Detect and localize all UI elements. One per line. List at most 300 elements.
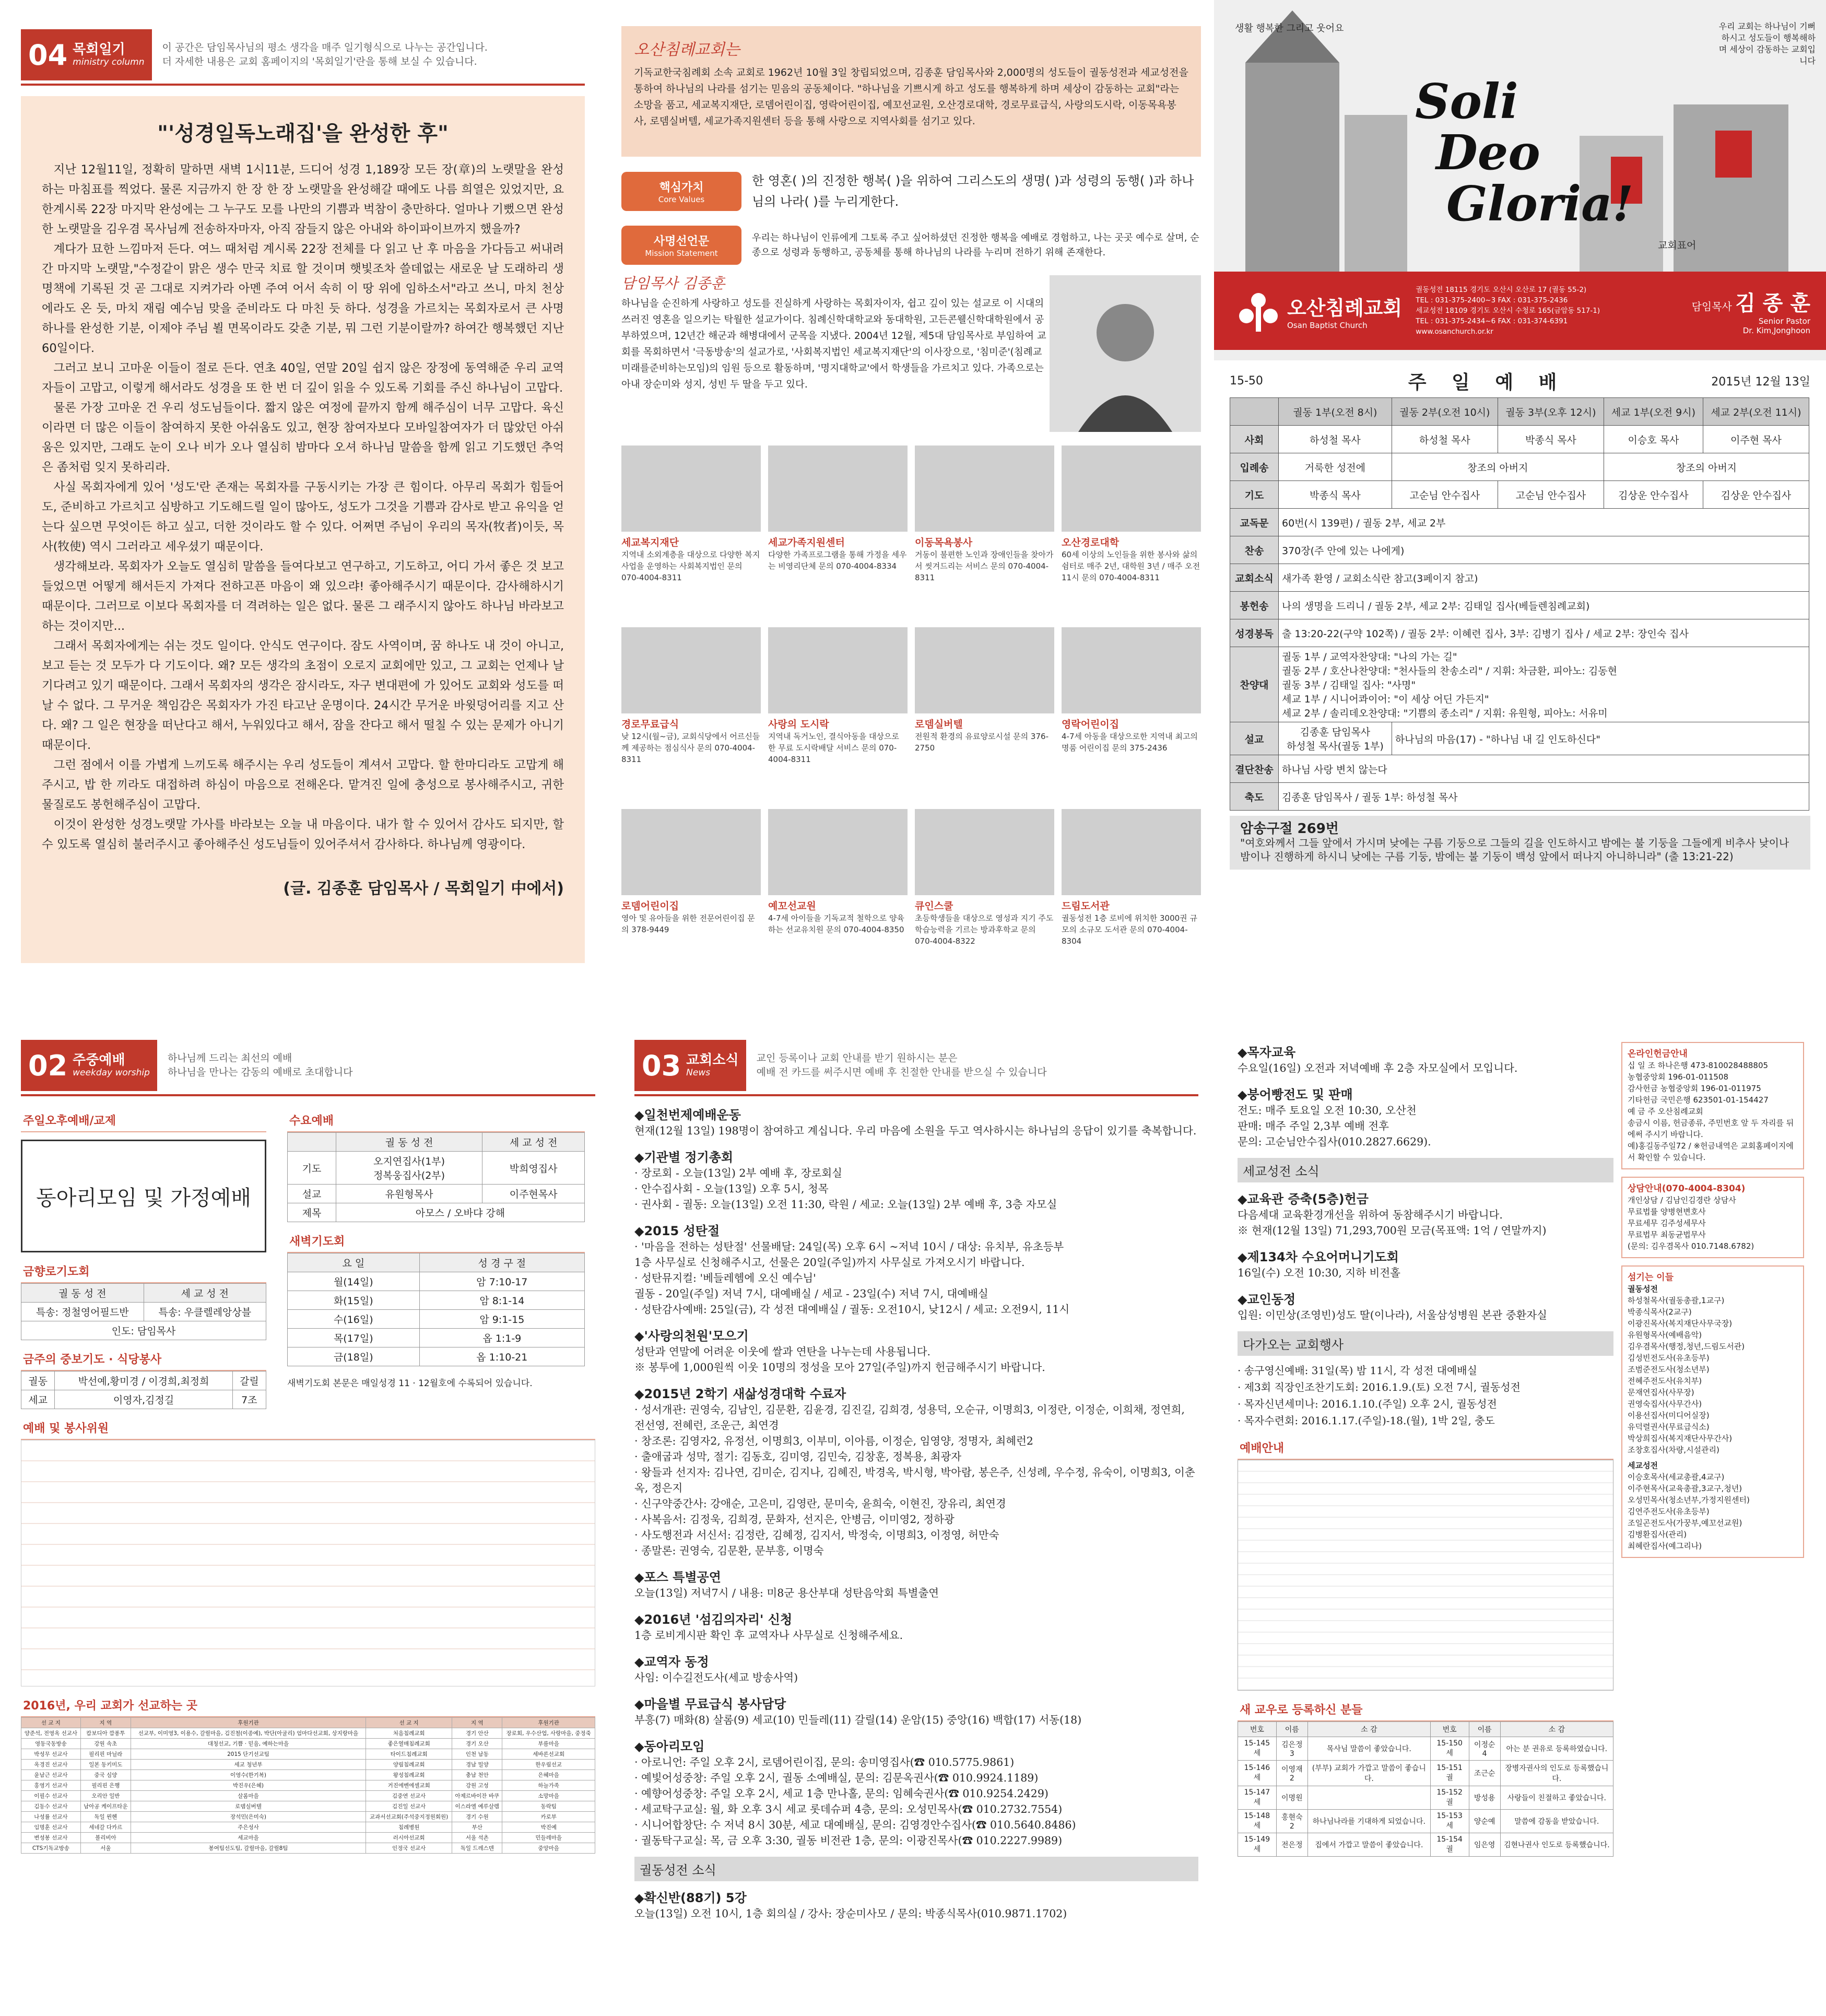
worship-row xyxy=(1230,783,1809,811)
col-header: 요 일 xyxy=(288,1253,420,1272)
news-middle-column xyxy=(1238,1042,1613,1857)
list-line: 이용선집사(미디어실장) xyxy=(1628,1411,1710,1420)
ministry-name: 예꼬선교원 xyxy=(768,900,816,912)
cell: 양림침례교회 xyxy=(366,1760,452,1770)
col-header: 후원기관 xyxy=(502,1718,595,1728)
col-header: 세교 1부(오전 9시) xyxy=(1604,398,1703,426)
col-header: 소 감 xyxy=(1307,1722,1430,1737)
ministry-photo xyxy=(1062,809,1201,895)
list-line: 이주현목사(교육총괄,3교구,청년) xyxy=(1628,1484,1742,1493)
cell: 15-146세 xyxy=(1238,1761,1277,1786)
cell: 김현나권사 인도로 등록했습니다. xyxy=(1500,1833,1613,1857)
cell: 장석민(은미숙) xyxy=(131,1812,366,1822)
pastor-box xyxy=(621,275,1201,432)
column-paragraph: 그러고 보니 고마운 이들이 절로 든다. 연초 40일, 연말 20일 쉽지 않은 장정에 동역해준 우리 교역자들이 고맙고, 이렇게 해서라도 성경을 또 한 번 더 깊이 읽을 수 있도록 기회를 주신 하나님이 고맙다. xyxy=(42,361,564,395)
event-item: · 송구영신예배: 31일(목) 밤 11시, 각 성전 대예배실 xyxy=(1238,1364,1477,1377)
list-line: 십 일 조 하나은행 473-810028488805 xyxy=(1628,1061,1769,1070)
row-label: 교독문 xyxy=(1230,509,1279,536)
list-line: 조일곤전도사(가꿍부,예꼬선교원) xyxy=(1628,1518,1742,1528)
dawn-table xyxy=(287,1253,585,1366)
row-label: 입례송 xyxy=(1230,453,1279,481)
cell: 민들레마을 xyxy=(502,1833,595,1843)
ministry-name: 이동목욕봉사 xyxy=(915,537,973,548)
cell: 하나님 사랑 변치 않는다 xyxy=(1279,755,1809,783)
col-header: 번호 xyxy=(1430,1722,1469,1737)
worship-date: 2015년 12월 13일 xyxy=(1711,376,1810,389)
col-header: 궐 동 성 전 xyxy=(21,1284,144,1303)
cell: 이승호 목사 xyxy=(1604,426,1703,453)
church-address xyxy=(1416,285,1656,337)
cell: 한우림선교 xyxy=(502,1760,595,1770)
cell: 중국 심양 xyxy=(80,1770,131,1780)
section-badge xyxy=(21,29,152,80)
core-values-row xyxy=(621,170,1201,212)
news-item xyxy=(634,1694,1198,1728)
cell: 이영수(한기복) xyxy=(131,1770,366,1780)
box-list xyxy=(1628,1295,1798,1456)
cell: 옥경진 선교사 xyxy=(21,1760,81,1770)
cell: 15-150세 xyxy=(1430,1737,1469,1761)
cell: 충남 천안 xyxy=(452,1770,502,1780)
worship-heading: 주 일 예 배 xyxy=(1408,372,1566,393)
col-header: 성 경 구 절 xyxy=(419,1253,584,1272)
ministry-desc: 4-7세 아이들을 기독교적 철학으로 양육하는 선교유치원 문의 070-4004-8350 xyxy=(768,913,904,934)
news-right-column xyxy=(1621,1042,1804,1565)
cell: 교과서선교회(주석중지정원회원) xyxy=(366,1812,452,1822)
col-header: 번호 xyxy=(1238,1722,1277,1737)
news-title: ◆포스 특별공연 xyxy=(634,1570,721,1585)
cell: 임명훈 선교사 xyxy=(21,1822,81,1833)
cell: 볼리비아 xyxy=(80,1833,131,1843)
worship-header xyxy=(1214,360,1826,397)
news-title: ◆교역자 동정 xyxy=(634,1655,709,1669)
cell: 김동수 선교사 xyxy=(21,1801,81,1812)
news-title: ◆확신반(88기) 5강 xyxy=(634,1891,747,1905)
cell: 박선예,황미경 / 이경희,최정희 xyxy=(55,1372,233,1390)
cell: 타이드침례교회 xyxy=(366,1749,452,1760)
list-line: 조범준전도사(청소년부) xyxy=(1628,1365,1710,1374)
online-offering-box xyxy=(1621,1042,1804,1169)
dawn-note: 새벽기도회 본문은 매일성경 11 · 12월호에 수록되어 있습니다. xyxy=(287,1378,533,1389)
motto-line: Deo xyxy=(1436,124,1540,181)
cover xyxy=(1214,0,1826,360)
section-header xyxy=(634,1037,1198,1096)
row-label: 교회소식 xyxy=(1230,564,1279,592)
pastor-photo xyxy=(1050,275,1201,432)
cell: 나성률 선교사 xyxy=(21,1812,81,1822)
ministry-name: 세교복지재단 xyxy=(621,537,679,548)
column-signature: (글. 김종훈 담임목사 / 목회일기 中에서) xyxy=(283,880,564,898)
news-item xyxy=(634,1736,1198,1848)
cell: 왕성침례교회 xyxy=(366,1770,452,1780)
cell: 이영재2 xyxy=(1276,1761,1307,1786)
ministry-desc: 지역내 독거노인, 결식아동을 대상으로 한 무료 도시락배달 서비스 문의 070-4004-8311 xyxy=(768,732,899,764)
column-title: "'성경일독노래집'을 완성한 후" xyxy=(157,122,449,146)
list-line: 조창호집사(차량,시설관리) xyxy=(1628,1445,1719,1455)
senior-label: 담임목사 xyxy=(1691,300,1732,313)
list-line: 권영숙집사(사무간사) xyxy=(1628,1399,1702,1409)
memory-text: "여호와께서 그들 앞에서 가시며 낮에는 구름 기둥으로 그들의 길을 인도하시고 밤에는 불 기둥을 그들에게 비추사 낮이나 밤이나 진행하게 하시니 낮에는 구름 기둥, 밤에는 불 기둥이 백성 앞에서 떠나지 아니하니라" (출 13:21-22) xyxy=(1240,837,1789,863)
cell: 갈릴 xyxy=(232,1372,266,1390)
cell: 장로회, 우수산업, 사랑마을, 중정죽 xyxy=(502,1728,595,1739)
ministry-grid xyxy=(621,446,1201,981)
ministry-name: 큐인스쿨 xyxy=(915,900,953,912)
newcomers-label: 새 교우로 등록하신 분들 xyxy=(1238,1698,1613,1721)
section-subtitle: ministry column xyxy=(73,56,145,67)
ministry-name: 경로무료급식 xyxy=(621,719,679,730)
cell: 인정국 선교사 xyxy=(366,1843,452,1854)
ministry-item xyxy=(915,627,1054,800)
ministry-desc: 영아 및 유아들을 위한 전문어린이집 문의 378-9449 xyxy=(621,913,755,934)
section-title: 교회소식 xyxy=(686,1052,739,1069)
cell: 변성봉 선교사 xyxy=(21,1833,81,1843)
cell: 창조의 아버지 xyxy=(1604,453,1809,481)
cell: 박희영집사 xyxy=(482,1152,585,1185)
news-title: ◆2015년 2학기 새삶성경대학 수료자 xyxy=(634,1387,846,1401)
ministry-item xyxy=(621,446,761,618)
col-header: 이름 xyxy=(1469,1722,1500,1737)
cell: 세바론선교회 xyxy=(502,1749,595,1760)
ministry-item xyxy=(621,627,761,800)
col-header: 세 교 성 전 xyxy=(144,1284,266,1303)
worship-row xyxy=(1230,509,1809,536)
worship-row xyxy=(1230,619,1809,647)
cell: 박진예 xyxy=(502,1822,595,1833)
column-paragraph: 생각해보라. 목회자가 오늘도 열심히 말씀을 들여다보고 연구하고, 기도하고, 어디 가서 좋은 것 보고 들었으면 어떻게 해서든지 가져다 전하고픈 마음이 왜 있으랴! 좋아해주시기 때문이다. 감사해하시기 때문이다. 그러므로 이보다 목회자를 더 격려하는 일은 없다. 물론 그 래주시지 않아도 하나님 바라보고 하는 것이지만... xyxy=(42,560,564,633)
list-line: 전혜주전도사(유치부) xyxy=(1628,1376,1702,1386)
cell: 조근순 xyxy=(1469,1761,1500,1786)
cell: 홍현숙2 xyxy=(1276,1810,1307,1833)
senior-eng: Senior Pastor xyxy=(1758,316,1810,326)
page-church-news xyxy=(634,1037,1804,2006)
list-line: 송금시 이름, 헌금종류, 주민번호 앞 두 자리를 뒤에써 주시기 바랍니다. xyxy=(1628,1118,1794,1139)
servants-table xyxy=(21,1440,595,1686)
box-title: 섬기는 이들 xyxy=(1628,1272,1674,1283)
motto-line: Soli xyxy=(1415,73,1518,130)
cover-motto-title xyxy=(1415,73,1634,232)
news-body: 16일(수) 오전 10:30, 지하 비전홀 xyxy=(1238,1267,1400,1279)
worship-table xyxy=(1230,397,1809,811)
box-subtitle: 세교성전 xyxy=(1628,1461,1658,1470)
news-title: ◆교육관 증축(5층)헌금 xyxy=(1238,1192,1369,1206)
cell: 암 7:10-17 xyxy=(419,1272,584,1291)
motto-label: 교회표어 xyxy=(1658,240,1697,251)
cell: 이스라엘 예루살렘 xyxy=(452,1801,502,1812)
cell: 김종훈 담임목사 하성철 목사(궐동 1부) xyxy=(1279,722,1392,755)
cell: 인도: 담임목사 xyxy=(21,1321,266,1340)
news-body: 부흥(7) 매화(8) 살롬(9) 세교(10) 민들레(11) 갈릴(14) 운암(15) 중앙(16) 백합(17) 서동(18) xyxy=(634,1714,1082,1726)
senior-pastor xyxy=(1692,287,1810,335)
ministry-name: 로뎀실버텔 xyxy=(915,719,963,730)
row-label: 설교 xyxy=(288,1185,336,1203)
cell: 7조 xyxy=(232,1390,266,1409)
box-list xyxy=(1628,1060,1798,1163)
news-item xyxy=(634,1221,1198,1317)
col-header: 궐동 1부(오전 8시) xyxy=(1279,398,1392,426)
section-description xyxy=(157,1051,353,1079)
weekly-intercession-table xyxy=(21,1371,266,1409)
cell: 사랑들이 친절하고 좋았습니다. xyxy=(1500,1786,1613,1810)
cell: 유원형목사 xyxy=(336,1185,482,1203)
intro-box xyxy=(621,26,1201,157)
list-line: 김우겸목사(행정,청년,드림도서관) xyxy=(1628,1342,1745,1351)
cell: 궐동 xyxy=(21,1372,55,1390)
mission-places-label: 2016년, 우리 교회가 선교하는 곳 xyxy=(21,1694,595,1717)
cell: 특송: 정철영어필드반 xyxy=(21,1303,144,1321)
cell: 하늘가족 xyxy=(502,1780,595,1791)
issue-number: 15-50 xyxy=(1230,374,1263,388)
worship-row xyxy=(1230,647,1809,722)
mission-label: 사명선언문 xyxy=(653,235,710,248)
event-item: · 목자신년세미나: 2016.1.10.(주일) 오후 2시, 궐동성전 xyxy=(1238,1398,1497,1410)
ministry-photo xyxy=(1062,627,1201,713)
cell: 고순님 안수집사 xyxy=(1498,481,1604,509)
cell: 아모스 / 오바댜 강해 xyxy=(336,1203,584,1222)
cell: 출 13:20-22(구약 102쪽) / 궐동 2부: 이혜련 집사, 3부: 김병기 집사 / 세교 2부: 장인숙 집사 xyxy=(1279,619,1809,647)
list-line: 박상희집사(복지재단사무간사) xyxy=(1628,1434,1733,1443)
list-line: 이승호목사(세교총괄,4교구) xyxy=(1628,1472,1725,1482)
core-values-text: 한 영혼( )의 진정한 행복( )을 위하여 그리스도의 생명( )과 성령의 동행( )과 하나님의 나라( )를 누리게한다. xyxy=(752,173,1194,209)
list-line: 하성철목사(궐동총괄,1교구) xyxy=(1628,1296,1725,1305)
ministry-name: 사랑의 도시락 xyxy=(768,719,829,730)
ministry-item xyxy=(915,446,1054,618)
ministry-name: 영락어린이집 xyxy=(1062,719,1120,730)
pastor-bio: 하나님을 순진하게 사랑하고 성도를 진실하게 사랑하는 목회자이자, 쉽고 깊이 있는 설교로 이 시대의 쓰러진 영혼을 일으키는 탁월한 설교가이다. 침례신학대학교와 동대학원, 고든콘웰신학대학원에서 공부하였으며, 12년간 해군과 해병대에서 군목을 지냈다. 2004년 12월, 제5대 담임목사로 부임하여 교회를 목회하면서 '극동방송'의 설교가로, '사회복지법인 세교복지재단'의 이사장으로, '침미준'(침례교미래를준비하는모임)의 임원 등으로 활동하며, '명지대학교'에서 학생들을 가르치고 있다. 가족으로는 아내 장순미와 성지, 성빈 두 딸을 두고 있다. xyxy=(621,298,1046,390)
core-values-label: 핵심가치 xyxy=(659,181,704,194)
cell: 대청선교, 기쁨 · 믿음, 예하는마을 xyxy=(131,1739,366,1749)
cell: 370장(주 안에 있는 나에게) xyxy=(1279,536,1809,564)
core-values-sub: Core Values xyxy=(658,194,705,204)
list-line: 이광진목사(복지재단사무국장) xyxy=(1628,1319,1733,1328)
cell: 옵 1:10-21 xyxy=(419,1347,584,1366)
cell: 이정순4 xyxy=(1469,1737,1500,1761)
ministry-photo xyxy=(768,446,908,532)
news-item xyxy=(1238,1289,1613,1323)
list-line: 농협중앙회 196-01-011508 xyxy=(1628,1072,1729,1082)
desc-line: 이 공간은 담임목사님의 평소 생각을 매주 일기형식으로 나누는 공간입니다. xyxy=(162,42,488,54)
wednesday-table xyxy=(287,1132,585,1222)
address-line: 세교성전 18109 경기도 오산시 수청로 165(금암동 517-1) xyxy=(1416,307,1600,315)
cell: 세교 xyxy=(21,1390,55,1409)
ministry-photo xyxy=(621,627,761,713)
news-body: · 장로회 - 오늘(13일) 2부 예배 후, 장로회실 · 안수집사회 - 오늘(13일) 오후 5시, 청목 · 권사회 - 궐동: 오늘(13일) 오전 11:30, 락원 / 세교: 오늘(13일) 2부 예배 후, 3층 자모실 xyxy=(634,1167,1057,1211)
col-header: 지 역 xyxy=(80,1718,131,1728)
cell: 박종식 목사 xyxy=(1279,481,1392,509)
list-line: 감사헌금 농협중앙회 196-01-011975 xyxy=(1628,1084,1761,1093)
cell: 봉여팀선도팀, 갈릴마을, 갈릴8팀 xyxy=(131,1843,366,1854)
news-left-column xyxy=(634,1105,1198,1930)
news-title: ◆2016년 '섬김의자리' 신청 xyxy=(634,1612,793,1627)
section-bar: 세교성전 소식 xyxy=(1238,1158,1613,1182)
cover-small-top: 생활 행복한 그리고 웃어요 xyxy=(1235,23,1344,34)
mission-places-table xyxy=(21,1717,595,1854)
servants-label: 예배 및 봉사위원 xyxy=(21,1416,595,1440)
box-title: 온라인헌금안내 xyxy=(1628,1049,1688,1059)
ministry-photo xyxy=(915,627,1054,713)
news-title: ◆목자교육 xyxy=(1238,1045,1296,1060)
core-values-badge xyxy=(621,172,741,211)
ministry-photo xyxy=(621,809,761,895)
ministry-desc: 60세 이상의 노인들을 위한 봉사와 삶의 쉼터로 매주 2년, 대학원 3년 / 매주 오전 11시 문의 070-4004-8311 xyxy=(1062,550,1200,582)
ministry-item xyxy=(768,627,908,800)
counsel-box xyxy=(1621,1177,1804,1258)
ministry-photo xyxy=(621,446,761,532)
cell: 15-153세 xyxy=(1430,1810,1469,1833)
cell: 고순님 안수집사 xyxy=(1392,481,1498,509)
mission-sub: Mission Statement xyxy=(645,249,718,258)
friday-prayer-table xyxy=(21,1283,266,1340)
schedule-label: 예배안내 xyxy=(1238,1436,1613,1460)
news-item xyxy=(634,1147,1198,1212)
page-weekday-worship xyxy=(21,1037,595,2006)
ministry-photo xyxy=(768,627,908,713)
cover-motto-right: 우리 교회는 하나님이 기뻐하시고 성도들이 행복해하며 세상이 감동하는 교회입니다 xyxy=(1718,21,1816,66)
ministry-photo xyxy=(915,809,1054,895)
mission-text: 우리는 하나님이 인류에게 그토록 주고 싶어하셨던 진정한 행복을 예배로 경험하고, 나는 곳곳 예수로 살며, 순종으로 성령과 동행하고, 공동체를 통해 하나님의 나라를 누리며 전하기 위해 존재한다. xyxy=(752,232,1199,258)
senior-eng: Dr. Kim,Jonghoon xyxy=(1742,325,1810,335)
col-header: 궐동 2부(오전 10시) xyxy=(1392,398,1498,426)
column-paragraph: 그래서 목회자에게는 쉬는 것도 일이다. 안식도 연구이다. 잠도 사역이며, 꿈 하나도 내 것이 아니고, 보고 듣는 것 모두가 다 기도이다. 왜? 모든 생각의 초점이 오로지 교회에만 있고, 그 교회는 언제나 날 기다려고 있기 때문이다. 그래서 목회자의 생각은 잠시라도, 자구 변대편에 가 있어도 교회와 성도를 떠날 수 없다. 그 무거운 책임감은 목회자가 가진 타고난 운명이다. 24시간 무거운 바윗덩어리를 지고 산다. 왜? 그 일은 현장을 떠난다고 해서, 누워있다고 해서, 잠을 잔다고 해서 떨칠 수 있는 문제가 아니기 때문이다. xyxy=(42,639,564,752)
row-label: 사회 xyxy=(1230,426,1279,453)
cell: 러시아선교회 xyxy=(366,1833,452,1843)
cell: 이주현목사 xyxy=(482,1185,585,1203)
column-paragraph: 계다가 묘한 느낌마저 든다. 여느 때처럼 계시록 22장 전체를 다 읽고 난 후 마음을 가다듬고 써내려간 마지막 노랫말,"수정같이 맑은 생수 만국 치료 할 것이며 햇빛조차 쓸데없는 새로운 날 도래하리 생명책에 기록된 것 곧 그대로 지켜가라 아멘 주여 어서 속히 이 땅 위에 임하소서"라고 쓰니, 마치 천상에라도 온 듯, 마치 재림 예수님 맞을 준비라도 다 마친 듯 하다. 성경을 가르치는 목회자로서 큰 사명 하나를 완성한 기분, 이제야 주님 뵐 면목이라도 갖춘 기분, 뭐 그런 기분이랄까? 하여간 행복했던 지난 60일이다. xyxy=(42,242,564,355)
address-line: TEL : 031-375-2400~3 FAX : 031-375-2436 xyxy=(1416,296,1568,304)
cell: 오지연집사(1부) 정복웅집사(2부) xyxy=(336,1152,482,1185)
worship-row xyxy=(1230,453,1809,481)
news-body: 성탄과 연말에 어려운 이웃에 쌀과 연탄을 나누는데 사용됩니다. ※ 봉투에 1,000원씩 이웃 10명의 정성을 모아 27일(주일)까지 헌금해주시기 바랍니다. xyxy=(634,1345,1045,1374)
cell: 강원 속초 xyxy=(80,1739,131,1749)
list-line: 개인상담 / 김남인김경란 상담사 xyxy=(1628,1195,1736,1205)
schedule-table xyxy=(1238,1460,1613,1691)
friday-prayer-label: 금향로기도회 xyxy=(21,1260,266,1283)
pastor-title: 담임목사 김종훈 xyxy=(621,275,725,292)
news-item xyxy=(634,1609,1198,1643)
cell: 월(14일) xyxy=(288,1272,420,1291)
col-header: 소 감 xyxy=(1500,1722,1613,1737)
cell: 아는 분 권유로 등록하였습니다. xyxy=(1500,1737,1613,1761)
ministry-photo xyxy=(1062,446,1201,532)
ministry-photo xyxy=(768,809,908,895)
col-header: 세교 2부(오전 11시) xyxy=(1703,398,1809,426)
sunday-afternoon-box: 동아리모임 및 가정예배 xyxy=(21,1140,266,1252)
news-title: ◆2015 성탄절 xyxy=(634,1224,720,1238)
news-body: 전도: 매주 토요일 오전 10:30, 오산천 판매: 매주 주일 2,3부 예배 전후 문의: 고순님안수집사(010.2827.6629). xyxy=(1238,1104,1431,1148)
col-header: 이름 xyxy=(1276,1722,1307,1737)
cell: 카로부 xyxy=(502,1812,595,1822)
cell: 암 8:1-14 xyxy=(419,1291,584,1310)
list-line: 김연주전도사(유초등부) xyxy=(1628,1507,1710,1516)
intro-text: 기독교한국침례회 소속 교회로 1962년 10월 3일 창립되었으며, 김종훈 담임목사와 2,000명의 성도들이 궐동성전과 세교성전을 통하여 하나님의 나라를 섬기는 믿음의 공동체이다. "하나님을 기쁘시게 하고 성도를 행복하게 하며 세상이 감동하는 교회"라는 소망을 품고, 세교복지재단, 로뎀어린이집, 영락어린이집, 예꼬선교원, 오산경로대학, 경로무료급식, 사랑의도시락, 이동목욕봉사, 로뎀실버텔, 세교가족지원센터 등을 통해 사랑으로 지역사회를 섬기고 있다. xyxy=(634,67,1188,127)
list-line: 김성빈전도사(유초등부) xyxy=(1628,1353,1710,1363)
news-list xyxy=(1238,1189,1613,1323)
cell: 암 9:1-15 xyxy=(419,1310,584,1329)
cell: 2015 단기선교팀 xyxy=(131,1749,366,1760)
ministry-item xyxy=(1062,627,1201,800)
list-line: 예)홍길동주일72 / ※헌금내역은 교회홈페이지에서 확인할 수 있습니다. xyxy=(1628,1141,1794,1162)
memory-verse xyxy=(1230,816,1810,870)
news-item xyxy=(634,1326,1198,1375)
section-bar: 궐동성전 소식 xyxy=(634,1857,1198,1881)
cell: CTS기독교방송 xyxy=(21,1843,81,1854)
news-body: 1층 로비게시판 확인 후 교역자나 사무실로 신청해주세요. xyxy=(634,1629,903,1642)
worship-row xyxy=(1230,481,1809,509)
list-line: 문재연집사(사무장) xyxy=(1628,1388,1694,1397)
cell: 박종식 목사 xyxy=(1498,426,1604,453)
list-line: 최혜란집사(예그리나) xyxy=(1628,1541,1702,1551)
desc-line: 예배 전 카드를 써주시면 예배 후 친절한 안내를 받으실 수 있습니다 xyxy=(756,1066,1047,1078)
cell: 서울 xyxy=(80,1843,131,1854)
cell: 중앙마을 xyxy=(502,1843,595,1854)
section-subtitle: News xyxy=(686,1067,711,1078)
cell: 옵 1:1-9 xyxy=(419,1329,584,1347)
section-description xyxy=(746,1051,1047,1079)
cell: 새가족 환영 / 교회소식란 참고(3페이지 참고) xyxy=(1279,564,1809,592)
wednesday-label: 수요예배 xyxy=(287,1109,585,1132)
ministry-desc: 초등학생들을 대상으로 영성과 지기 주도 학습능력을 기르는 방과후학교 문의 070-4004-8322 xyxy=(915,913,1054,946)
col-header: 후원기관 xyxy=(131,1718,366,1728)
section-number: 04 xyxy=(28,38,68,72)
list-line: 무료세무 김주성세무사 xyxy=(1628,1218,1706,1228)
ministry-item xyxy=(1062,446,1201,618)
row-label: 제목 xyxy=(288,1203,336,1222)
page-cover-worship xyxy=(1214,0,1826,987)
cell: 이명원 xyxy=(1276,1786,1307,1810)
cell: 15-145세 xyxy=(1238,1737,1277,1761)
ministry-desc: 궐동성전 1층 로비에 위치한 3000권 규모의 소규모 도서관 문의 070-4004-8304 xyxy=(1062,913,1197,946)
col-header: 세 교 성 전 xyxy=(482,1133,585,1152)
cell: 세교마을 xyxy=(131,1833,366,1843)
news-title: ◆제134차 수요어머니기도회 xyxy=(1238,1250,1399,1264)
pastor-text-block xyxy=(621,275,1050,432)
cell: 부산 xyxy=(452,1822,502,1833)
ministry-item xyxy=(768,809,908,981)
cell: 김상운 안수집사 xyxy=(1604,481,1703,509)
section-description xyxy=(152,41,488,68)
cell: 목사님 말씀이 좋았습니다. xyxy=(1307,1737,1430,1761)
section-title: 주중예배 xyxy=(73,1052,125,1069)
news-title: ◆기관별 정기총회 xyxy=(634,1150,734,1165)
motto-line: Gloria! xyxy=(1446,175,1634,232)
cell: 전은정 xyxy=(1276,1833,1307,1857)
cell: 좋은열매침례교회 xyxy=(366,1739,452,1749)
ministry-desc: 거동이 불편한 노인과 장애인들을 찾아가서 씻겨드리는 서비스 문의 070-4004-8311 xyxy=(915,550,1054,582)
section-subtitle: weekday worship xyxy=(73,1067,150,1078)
column-body xyxy=(42,160,564,854)
list-line: 무료법무 최동균법무사 xyxy=(1628,1230,1706,1239)
column-paragraph: 물론 가장 고마운 건 우리 성도님들이다. 짧지 않은 여정에 끝까지 함께 해주심이 너무 고맙다. 육신이라면 더 많은 이들이 참여하지 못한 아쉬움도 있고, 현장 참여자보다 모바일참여자가 더 많았던 아쉬움은 있지만, 그래도 눈이 오나 비가 오나 열심히 밤마다 오셔 하나님 말씀을 함께 읽고 기도했던 추억은 좀처럼 잊지 못하리라. xyxy=(42,401,564,474)
address-line: TEL : 031-375-2434~6 FAX : 031-374-6391 xyxy=(1416,317,1568,325)
list-line: 유원형목사(예배음악) xyxy=(1628,1330,1702,1340)
cell: 독일 뮌헨 xyxy=(80,1812,131,1822)
cell: 은혜마을 xyxy=(502,1770,595,1780)
news-title: ◆동아리모임 xyxy=(634,1739,705,1754)
column-paragraph: 그런 점에서 이를 가볍게 느끼도록 해주시는 우리 성도들이 계셔서 고맙다. 할 한마디라도 고맙게 해주시고, 밥 한 끼라도 대접하려 하심이 마음으로 전해온다. 맡겨진 일에 충성으로 봉사해주시고, 귀한 물질로도 봉헌해주심이 고맙다. xyxy=(42,758,564,812)
news-item xyxy=(634,1651,1198,1685)
church-bar xyxy=(1214,272,1826,350)
list-line: 박종식목사(2교구) xyxy=(1628,1307,1692,1317)
ministry-item xyxy=(768,446,908,618)
cell: 집에서 가깝고 말씀이 좋았습니다. xyxy=(1307,1833,1430,1857)
cell: 장병자권사의 인도로 등록했습니다. xyxy=(1500,1761,1613,1786)
cell: 나의 생명을 드리니 / 궐동 2부, 세교 2부: 김태일 집사(베들렌침례교회) xyxy=(1279,592,1809,619)
ministry-item xyxy=(1062,809,1201,981)
church-name-en: Osan Baptist Church xyxy=(1287,320,1368,330)
row-label: 찬양대 xyxy=(1230,647,1279,722)
col-header: 궐 동 성 전 xyxy=(336,1133,482,1152)
church-name-ko: 오산침례교회 xyxy=(1287,296,1403,320)
cell: 15-149세 xyxy=(1238,1833,1277,1857)
